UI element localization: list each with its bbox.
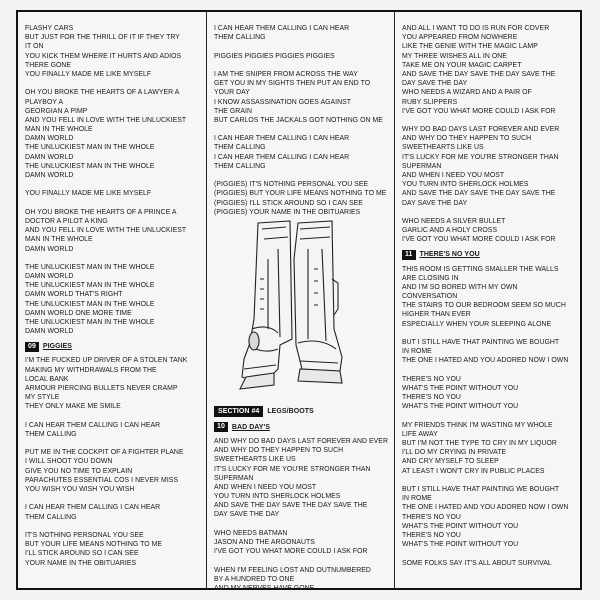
lyric-line: YOUR DAY (214, 89, 250, 97)
lyric-line: THEM CALLING (214, 34, 266, 42)
stanza-gap (214, 42, 388, 51)
lyric-line: BY A HUNDRED TO ONE (214, 575, 295, 583)
lyric-line: I'VE GOT YOU WHAT MORE COULD I ASK FOR (402, 236, 556, 244)
lyric-line: I KNOW ASSASSINATION GOES AGAINST (214, 98, 352, 106)
lyric-line: BUT I STILL HAVE THAT PAINTING WE BOUGHT (402, 339, 560, 346)
stanza-gap (25, 522, 200, 531)
lyric-line: AND WHEN I NEED YOU MOST (214, 483, 317, 491)
lyric-line: THERE GONE (25, 61, 72, 69)
lyric-line: ARMOUR PIERCING BULLETS NEVER CRAMP (25, 384, 178, 392)
lyric-line: THEM CALLING (25, 430, 77, 438)
lyric-line: IT'S LUCKY FOR ME YOU'RE STRONGER THAN (214, 465, 371, 473)
lyric-line: IN ROME (402, 495, 432, 503)
lyric-line: DAMN WORLD (25, 273, 74, 281)
lyric-line: THE GRAIN (214, 107, 252, 115)
lyric-line: AND ALL I WANT TO DO IS RUN FOR COVER (402, 25, 550, 32)
section-header (214, 406, 388, 417)
lyric-line: AND WHY DO THEY HAPPEN TO SUCH (402, 135, 532, 143)
lyric-line: THERE'S NO YOU (402, 394, 461, 402)
lyric-line: THE UNLUCKIEST MAN IN THE WHOLE (25, 319, 155, 326)
lyric-line: SOME FOLKS SAY IT'S ALL ABOUT SURVIVAL (402, 559, 552, 567)
lyric-line: DAMN WORLD (25, 135, 74, 143)
stanza-gap (402, 116, 574, 125)
lyric-line: THERE'S NO YOU (402, 513, 461, 521)
lyric-line: THE UNLUCKIEST MAN IN THE WHOLE (25, 282, 155, 290)
lyrics-block (402, 265, 574, 568)
lyric-line: YOU KICK THEM WHERE IT HURTS AND ADIOS (25, 52, 182, 60)
lyric-line: DAY SAVE THE DAY (402, 80, 468, 88)
lyric-line: MAN IN THE WHOLE (25, 126, 93, 134)
lyric-line: I CAN HEAR THEM CALLING I CAN HEAR (25, 421, 161, 429)
stanza-gap (402, 366, 574, 375)
lyric-line: AND SAVE THE DAY SAVE THE DAY SAVE THE (402, 70, 556, 78)
lyrics-block (402, 24, 574, 245)
lyric-line: AND SAVE THE DAY SAVE THE DAY SAVE THE (214, 502, 368, 510)
lyric-line: I'LL STICK AROUND SO I CAN SEE (25, 550, 139, 558)
stanza-gap (25, 199, 200, 208)
lyric-line: WHY DO BAD DAYS LAST FOREVER AND EVER (402, 126, 560, 134)
lyric-line: AND I'M SO BORED WITH MY OWN (402, 283, 518, 291)
lyric-line: IT'S LUCKY FOR ME YOU'RE STRONGER THAN (402, 153, 559, 161)
stanza-gap (25, 412, 200, 421)
lyric-line: AND WHEN I NEED YOU MOST (402, 172, 505, 179)
stanza-gap (402, 329, 574, 338)
lyric-line: AND MY NERVES HAVE GONE (214, 584, 315, 592)
song-title: PIGGIES (42, 343, 73, 351)
lyrics-block (25, 356, 200, 567)
lyrics-block (25, 24, 200, 336)
lyric-line: WHO NEEDS A WIZARD AND A PAIR OF (402, 89, 532, 97)
lyric-line: MAN IN THE WHOLE (25, 236, 93, 244)
lyric-line: DAMN WORLD THAT'S RIGHT (25, 291, 123, 299)
lyric-line: THE UNLUCKIEST MAN IN THE WHOLE (25, 300, 155, 308)
stanza-gap (25, 439, 200, 448)
lyric-line: (PIGGIES) IT'S NOTHING PERSONAL YOU SEE (214, 181, 369, 189)
lyric-line: DAMN WORLD ONE MORE TIME (25, 309, 132, 317)
lyric-line: JASON AND THE ARGONAUTS (214, 539, 315, 546)
lyric-line: YOU APPEARED FROM NOWHERE (402, 34, 518, 42)
lyric-line: (PIGGIES) I'LL STICK AROUND SO I CAN SEE (214, 199, 363, 207)
lyric-line: AND WHY DO THEY HAPPEN TO SUCH (214, 447, 344, 455)
lyric-line: SWEETHEARTS LIKE US (214, 456, 296, 464)
lyrics-block (214, 24, 388, 217)
lyrics-block (214, 437, 388, 593)
lyric-line: IT ON (25, 43, 44, 51)
lyric-line: OH YOU BROKE THE HEARTS OF A PRINCE A (25, 208, 177, 216)
lyric-line: GET YOU IN MY SIGHTS THEN PUT AN END TO (214, 80, 371, 88)
lyric-line: OH YOU BROKE THE HEARTS OF A LAWYER A (25, 89, 180, 97)
lyric-line: ESPECIALLY WHEN YOUR SLEEPING ALONE (402, 320, 552, 328)
lyric-line: AND SAVE THE DAY SAVE THE DAY SAVE THE (402, 190, 556, 198)
lyric-line: YOU TURN INTO SHERLOCK HOLMES (402, 181, 529, 189)
lyric-line: DOCTOR A PILOT A KING (25, 217, 108, 225)
song-title: BAD DAY'S (231, 423, 270, 431)
lyric-line: MAKING MY WITHDRAWALS FROM THE (25, 366, 157, 374)
lyric-line: SWEETHEARTS LIKE US (402, 144, 484, 152)
lyric-line: THE UNLUCKIEST MAN IN THE WHOLE (25, 162, 155, 170)
song-heading-bad-days (214, 421, 388, 434)
boots-icon (228, 219, 378, 399)
lyric-line: PUT ME IN THE COCKPIT OF A FIGHTER PLANE (25, 449, 184, 457)
lyric-line: SUPERMAN (214, 474, 254, 482)
lyric-line: YOU FINALLY MADE ME LIKE MYSELF (25, 70, 152, 78)
lyric-line: THE UNLUCKIEST MAN IN THE WHOLE (25, 263, 155, 271)
lyric-line: I'VE GOT YOU WHAT MORE COULD I ASK FOR (402, 107, 556, 115)
section-title: LEGS/BOOTS (267, 407, 314, 415)
lyric-line: I CAN HEAR THEM CALLING I CAN HEAR (214, 25, 350, 32)
lyric-line: WHAT'S THE POINT WITHOUT YOU (402, 403, 519, 411)
lyric-line: THEM CALLING (25, 513, 77, 521)
lyric-line: PIGGIES PIGGIES PIGGIES PIGGIES (214, 52, 335, 60)
lyric-line: DAMN WORLD (25, 153, 74, 161)
lyric-line: GARLIC AND A HOLY CROSS (402, 227, 498, 235)
lyric-line: I AM THE SNIPER FROM ACROSS THE WAY (214, 70, 358, 78)
lyric-line: WHAT'S THE POINT WITHOUT YOU (402, 541, 519, 549)
lyric-line: DAY SAVE THE DAY (402, 199, 468, 207)
lyric-line: WHAT'S THE POINT WITHOUT YOU (402, 522, 519, 530)
lyric-line: BUT JUST FOR THE THRILL OF IT IF THEY TRY (25, 34, 180, 42)
track-number: 09 (25, 342, 39, 352)
lyric-line: BUT YOUR LIFE MEANS NOTHING TO ME (25, 541, 163, 549)
song-title: THERE'S NO YOU (419, 251, 480, 259)
lyric-line: DAMN WORLD (25, 328, 74, 336)
lyric-line: I CAN HEAR THEM CALLING I CAN HEAR (214, 153, 350, 161)
stanza-gap (402, 208, 574, 217)
lyric-line: HIGHER THAN EVER (402, 311, 471, 319)
stanza-gap (25, 180, 200, 189)
lyric-line: I CAN HEAR THEM CALLING I CAN HEAR (214, 135, 350, 143)
lyric-line: (PIGGIES) BUT YOUR LIFE MEANS NOTHING TO ME (214, 190, 387, 198)
lyric-line: TAKE ME ON YOUR MAGIC CARPET (402, 61, 522, 69)
lyric-line: LOCAL BANK (25, 375, 69, 383)
track-number: 11 (402, 250, 416, 260)
stanza-gap (25, 254, 200, 263)
stanza-gap (25, 494, 200, 503)
lyric-line: (PIGGIES) YOUR NAME IN THE OBITUARIES (214, 208, 361, 216)
lyric-line: I CAN HEAR THEM CALLING I CAN HEAR (25, 504, 161, 512)
stanza-gap (214, 520, 388, 529)
song-heading-piggies (25, 340, 200, 353)
lyric-line: BUT CARLOS THE JACKALS GOT NOTHING ON ME (214, 116, 383, 124)
lyric-line: DAMN WORLD (25, 172, 74, 179)
lyric-line: THE ONE I HATED AND YOU ADORED NOW I OWN (402, 504, 569, 512)
lyric-line: AT LEAST I WON'T CRY IN PUBLIC PLACES (402, 467, 545, 475)
lyric-line: YOU FINALLY MADE ME LIKE MYSELF (25, 190, 152, 198)
lyric-line: AND CRY MYSELF TO SLEEP (402, 458, 499, 466)
lyric-line: I'VE GOT YOU WHAT MORE COULD I ASK FOR (214, 548, 368, 556)
lyric-line: THIS ROOM IS GETTING SMALLER THE WALLS (402, 265, 559, 273)
stanza-gap (402, 549, 574, 558)
lyric-line: I'M THE FUCKED UP DRIVER OF A STOLEN TANK (25, 357, 188, 365)
lyric-line: MY THREE WISHES ALL IN ONE (402, 52, 507, 60)
stanza-gap (402, 476, 574, 485)
lyric-line: THEM CALLING (214, 162, 266, 170)
lyric-line: THE STAIRS TO OUR BEDROOM SEEM SO MUCH (402, 302, 566, 310)
lyric-line: YOU TURN INTO SHERLOCK HOLMES (214, 493, 341, 501)
lyric-line: DAY SAVE THE DAY (214, 511, 280, 519)
boots-illustration (214, 219, 388, 401)
lyrics-column-3 (395, 12, 580, 588)
lyric-line: LIFE AWAY (402, 430, 438, 438)
lyric-line: I'LL DO MY CRYING IN PRIVATE (402, 449, 507, 457)
lyric-line: RUBY SLIPPERS (402, 98, 458, 106)
stanza-gap (25, 79, 200, 88)
song-heading-theres-no-you (402, 249, 574, 262)
lyric-line: YOU WISH YOU WISH YOU WISH (25, 486, 135, 493)
lyric-line: ARE CLOSING IN (402, 274, 459, 282)
lyric-line: WHAT'S THE POINT WITHOUT YOU (402, 384, 519, 392)
lyric-line: WHEN I'M FEELING LOST AND OUTNUMBERED (214, 566, 371, 574)
lyric-line: SUPERMAN (402, 162, 442, 170)
lyrics-column-1 (18, 12, 206, 588)
lyric-line: GIVE YOU NO TIME TO EXPLAIN (25, 467, 133, 475)
lyric-line: THE UNLUCKIEST MAN IN THE WHOLE (25, 144, 155, 152)
stanza-gap (214, 61, 388, 70)
lyric-line: THERE'S NO YOU (402, 531, 461, 539)
lyric-line: MY FRIENDS THINK I'M WASTING MY WHOLE (402, 421, 553, 429)
lyric-line: IT'S NOTHING PERSONAL YOU SEE (25, 531, 144, 539)
lyric-line: THEY ONLY MAKE ME SMILE (25, 403, 121, 411)
track-number: 10 (214, 422, 228, 432)
section-label: SECTION #4 (214, 406, 263, 417)
lyric-line: AND YOU FELL IN LOVE WITH THE UNLUCKIEST (25, 116, 187, 124)
lyric-line: BUT I STILL HAVE THAT PAINTING WE BOUGHT (402, 486, 560, 493)
lyric-line: WHO NEEDS A SILVER BULLET (402, 217, 506, 225)
stanza-gap (214, 171, 388, 180)
lyric-line: AND WHY DO BAD DAYS LAST FOREVER AND EVER (214, 437, 388, 445)
lyric-line: IN ROME (402, 348, 432, 356)
lyric-line: GEORGIAN A PIMP (25, 107, 88, 115)
lyric-line: THEM CALLING (214, 144, 266, 152)
lyric-line: PARACHUTES ESSENTIAL COS I NEVER MISS (25, 476, 179, 484)
lyric-line: WHO NEEDS BATMAN (214, 529, 288, 537)
lyric-line: YOUR NAME IN THE OBITUARIES (25, 559, 137, 567)
stanza-gap (402, 412, 574, 421)
lyric-line: BUT I'M NOT THE TYPE TO CRY IN MY LIQUOR (402, 440, 557, 448)
lyrics-column-2 (206, 12, 395, 592)
lyric-line: FLASHY CARS (25, 25, 74, 32)
lyric-line: THE ONE I HATED AND YOU ADORED NOW I OWN (402, 357, 569, 365)
lyric-line: CONVERSATION (402, 293, 458, 301)
lyric-line: THERE'S NO YOU (402, 375, 461, 383)
lyric-line: LIKE THE GENIE WITH THE MAGIC LAMP (402, 43, 538, 51)
stanza-gap (214, 556, 388, 565)
stanza-gap (214, 125, 388, 134)
lyric-line: MY STYLE (25, 394, 60, 402)
lyrics-sheet (16, 10, 582, 590)
lyric-line: DAMN WORLD (25, 245, 74, 253)
lyric-line: AND YOU FELL IN LOVE WITH THE UNLUCKIEST (25, 227, 187, 235)
lyric-line: PLAYBOY A (25, 98, 64, 106)
lyric-line: I WILL SHOOT YOU DOWN (25, 458, 113, 466)
